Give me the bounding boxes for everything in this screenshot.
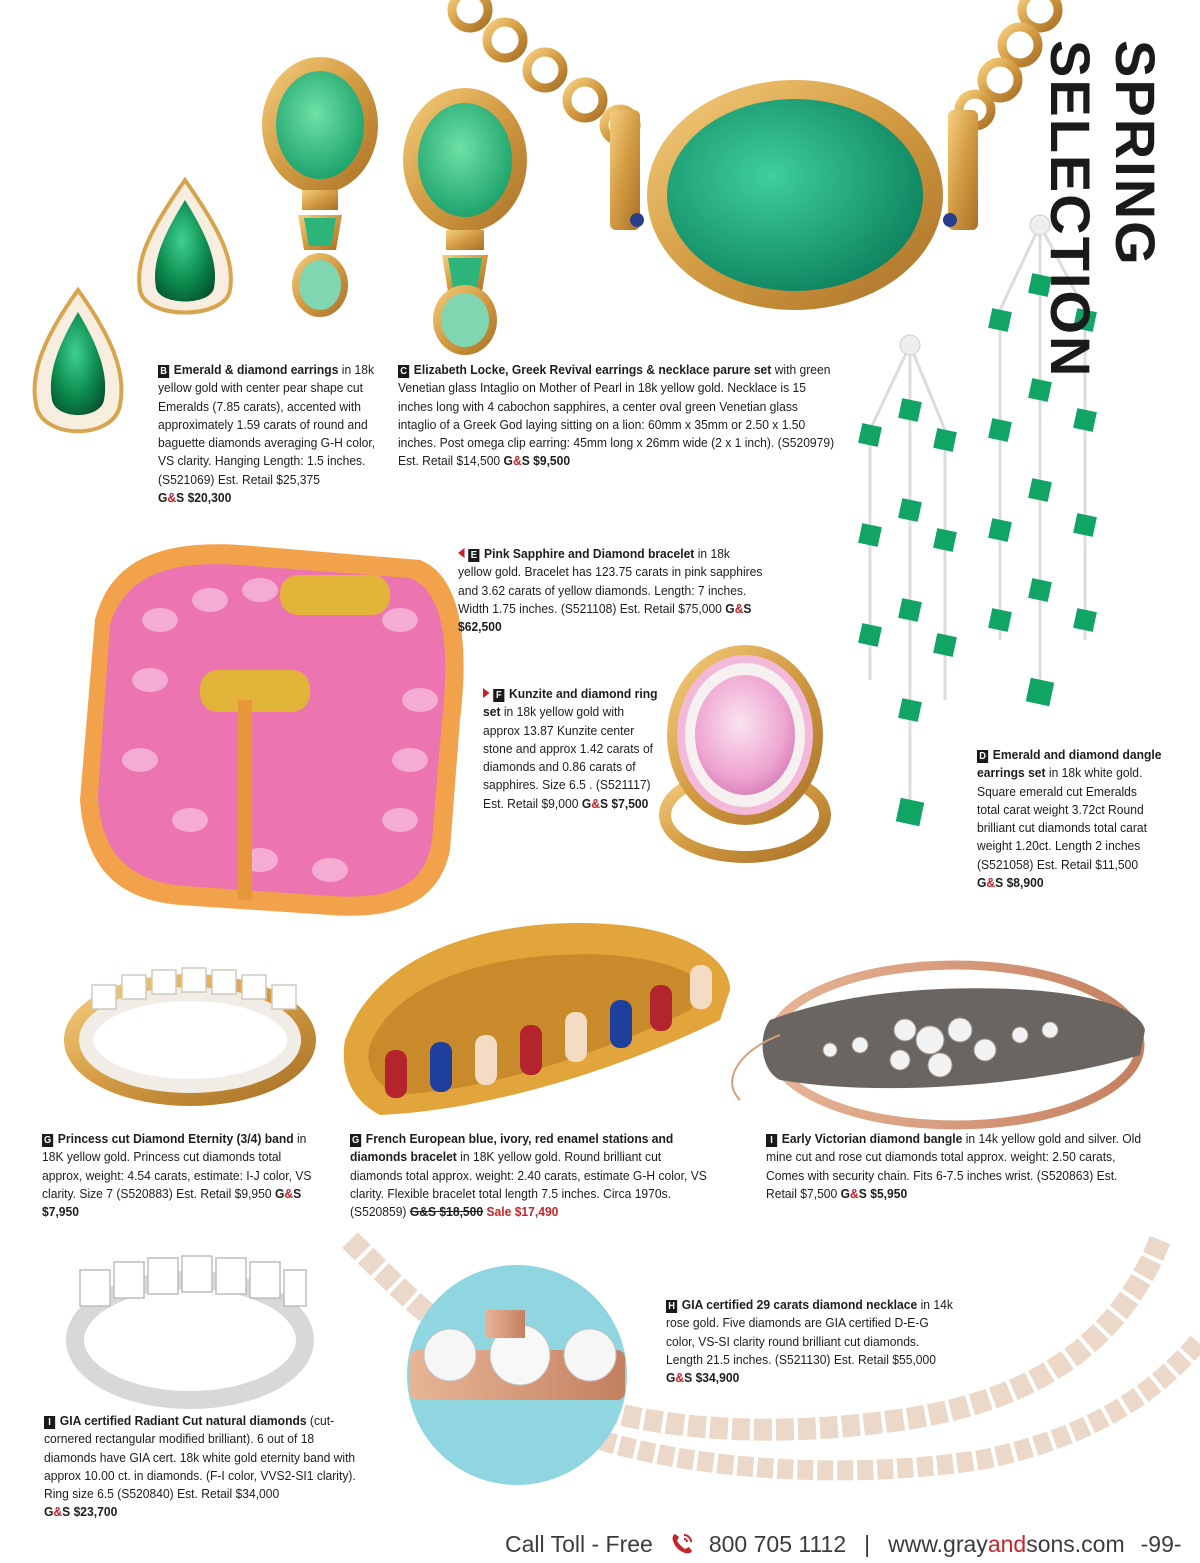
website-link[interactable]: www.grayandsons.com bbox=[888, 1530, 1125, 1557]
item-g1-body: in 18K yellow gold. Princess cut diamonds total approx, weight: 4.54 carats, estimate: I-J color, VS clarity. Size 7 (S520883) Est. Retail $9,950 bbox=[42, 1131, 312, 1201]
item-h-title: GIA certified 29 carats diamond necklace bbox=[681, 1297, 918, 1312]
footer-separator: | bbox=[864, 1530, 871, 1557]
intaglio-pendant-image bbox=[610, 80, 978, 310]
item-d-title: Emerald and diamond dangle earrings set bbox=[977, 747, 1162, 781]
arrow-right-icon bbox=[483, 688, 490, 698]
item-i2-title: GIA certified Radiant Cut natural diamonds bbox=[59, 1413, 307, 1428]
item-d-description bbox=[977, 746, 1163, 892]
item-g2-description bbox=[350, 1130, 713, 1221]
item-g2-body: in 18K yellow gold. Round brilliant cut diamonds total approx. weight: 2.40 carats, estimate G-H color, VS clarity. Flexible bracelet total length 7.5 inches. Circa 1970s. (S520859) bbox=[350, 1149, 707, 1220]
item-b-badge: B bbox=[158, 365, 169, 378]
item-i2-description bbox=[44, 1412, 365, 1522]
item-b-body: in 18k yellow gold with center pear shape cut Emeralds (7.85 carats), accented with approximately 1.59 carats of round and baguette diamonds averaging G-H color, VS clarity. Hanging Length: 1.5 inches. (S521069) Est. Retail $25,375 bbox=[158, 362, 376, 487]
item-g2-old-price: G&S $18,500 bbox=[409, 1204, 484, 1220]
item-e-badge: E bbox=[468, 549, 479, 562]
item-f-description bbox=[483, 685, 658, 813]
item-i1-gs-label: G&S bbox=[840, 1185, 867, 1201]
section-title: SPRING SELECTION bbox=[1039, 40, 1167, 379]
item-i1-price: $5,950 bbox=[870, 1185, 908, 1201]
item-f-body: in 18k yellow gold with approx 13.87 Kunzite center stone and approx 1.42 carats of diamonds and 0.86 carats of sapphires. Size 6.5 . (S521117) Est. Retail $9,000 bbox=[483, 704, 654, 811]
item-g2-sale-price: Sale $17,490 bbox=[486, 1204, 559, 1220]
item-i2-gs-label: G&S bbox=[44, 1504, 71, 1520]
item-g1-badge: G bbox=[43, 1135, 52, 1146]
item-g2-title: French European blue, ivory, red enamel stations and diamonds bracelet bbox=[350, 1131, 674, 1165]
phone-icon bbox=[669, 1531, 695, 1557]
item-i1-body: in 14k yellow gold and silver. Old mine cut and rose cut diamonds total approx. weight: 2.50 carats, Comes with security chain. Fits 6-7.5 inches wrist. (S520863) Est. Retail $7,500 bbox=[766, 1131, 1142, 1201]
intaglio-earrings-image bbox=[262, 57, 527, 355]
item-c-gs-label: G&S bbox=[503, 453, 530, 469]
item-f-gs-label: G&S bbox=[581, 795, 609, 811]
item-i2-price: $23,700 bbox=[73, 1504, 118, 1520]
item-e-title: Pink Sapphire and Diamond bracelet bbox=[484, 546, 695, 561]
item-b-price: $20,300 bbox=[187, 490, 232, 506]
call-label: Call Toll - Free bbox=[505, 1530, 653, 1557]
item-h-description bbox=[666, 1296, 954, 1387]
item-g1-price: $7,950 bbox=[42, 1204, 79, 1220]
item-b-title: Emerald & diamond earrings bbox=[173, 362, 339, 377]
item-c-price: $9,500 bbox=[533, 453, 571, 469]
phone-number[interactable]: 800 705 1112 bbox=[708, 1530, 847, 1557]
item-e-gs-label: G&S bbox=[725, 600, 752, 616]
item-h-price: $34,900 bbox=[695, 1370, 740, 1386]
item-b-description bbox=[158, 361, 377, 507]
item-c-title: Elizabeth Locke, Greek Revival earrings & necklace parure set bbox=[413, 362, 772, 377]
item-e-body: in 18k yellow gold. Bracelet has 123.75 carats in pink sapphires and 3.62 carats of yellow diamonds. Length: 7 inches. Width 1.75 inches. (S521108) Est. Retail $75,000 bbox=[458, 546, 763, 616]
item-f-title: Kunzite and diamond ring set bbox=[483, 686, 658, 720]
item-g1-description bbox=[42, 1130, 316, 1221]
item-b-gs-label: G&S bbox=[158, 490, 185, 506]
footer bbox=[505, 1528, 1195, 1560]
item-i1-description bbox=[766, 1130, 1143, 1203]
item-g1-gs-label: G&S bbox=[274, 1185, 302, 1201]
item-d-badge: D bbox=[977, 750, 988, 763]
kunzite-ring-image bbox=[665, 645, 825, 857]
item-h-gs-label: G&S bbox=[666, 1370, 693, 1386]
item-h-badge: H bbox=[666, 1300, 677, 1313]
arrow-left-icon bbox=[458, 548, 465, 558]
enamel-bracelet-image bbox=[344, 923, 730, 1115]
item-f-price: $7,500 bbox=[611, 795, 649, 811]
victorian-bangle-image bbox=[732, 965, 1145, 1125]
item-i1-badge: I bbox=[766, 1134, 777, 1147]
pink-sapphire-bracelet-image bbox=[80, 544, 464, 915]
item-e-price: $62,500 bbox=[458, 619, 502, 635]
item-c-body: with green Venetian glass Intaglio on Mother of Pearl in 18k yellow gold. Necklace is 15 inches long with 4 cabochon sapphires, a center oval green Venetian glass intaglio of a Greek God laying sitting on a lion: 60mm x 35mm or 2.50 x 1.50 inches. Post omega clip earring: 45mm long x 26mm wide (2 x 1 inch). (S520979) Est. Retail $14,500 bbox=[398, 362, 835, 469]
page-number: -99- bbox=[1140, 1530, 1182, 1557]
item-h-body: in 14k rose gold. Five diamonds are GIA certified D-E-G color, VS-SI clarity round brilliant cut diamonds. Length 21.5 inches. (S521130) Est. Retail $55,000 bbox=[666, 1297, 953, 1367]
item-e-description bbox=[458, 545, 765, 636]
princess-eternity-band-image bbox=[72, 968, 308, 1098]
item-f-badge: F bbox=[493, 689, 504, 702]
item-c-badge: C bbox=[398, 365, 409, 378]
item-d-gs-label: G&S bbox=[977, 875, 1004, 891]
item-g2-badge: G bbox=[351, 1135, 360, 1146]
item-c-description bbox=[398, 361, 835, 471]
item-d-body: in 18k white gold. Square emerald cut Emeralds total carat weight 3.72ct Round brilliant cut diamonds total carat weight 1.20ct. Length 2 inches (S521058) Est. Retail $11,500 bbox=[977, 765, 1148, 872]
item-g1-title: Princess cut Diamond Eternity (3/4) band bbox=[57, 1131, 294, 1146]
item-i2-badge: I bbox=[44, 1416, 55, 1429]
radiant-eternity-band-image bbox=[75, 1256, 306, 1400]
item-i2-body: (cut-cornered rectangular modified brilliant). 6 out of 18 diamonds have GIA cert. 18k white gold eternity band with approx 10.00 ct. in diamonds. (F-I color, VVS2-SI1 clarity). Ring size 6.5 (S520840) Est. Retail $34,000 bbox=[44, 1413, 356, 1502]
item-i1-title: Early Victorian diamond bangle bbox=[781, 1131, 963, 1146]
item-d-price: $8,900 bbox=[1006, 875, 1044, 891]
